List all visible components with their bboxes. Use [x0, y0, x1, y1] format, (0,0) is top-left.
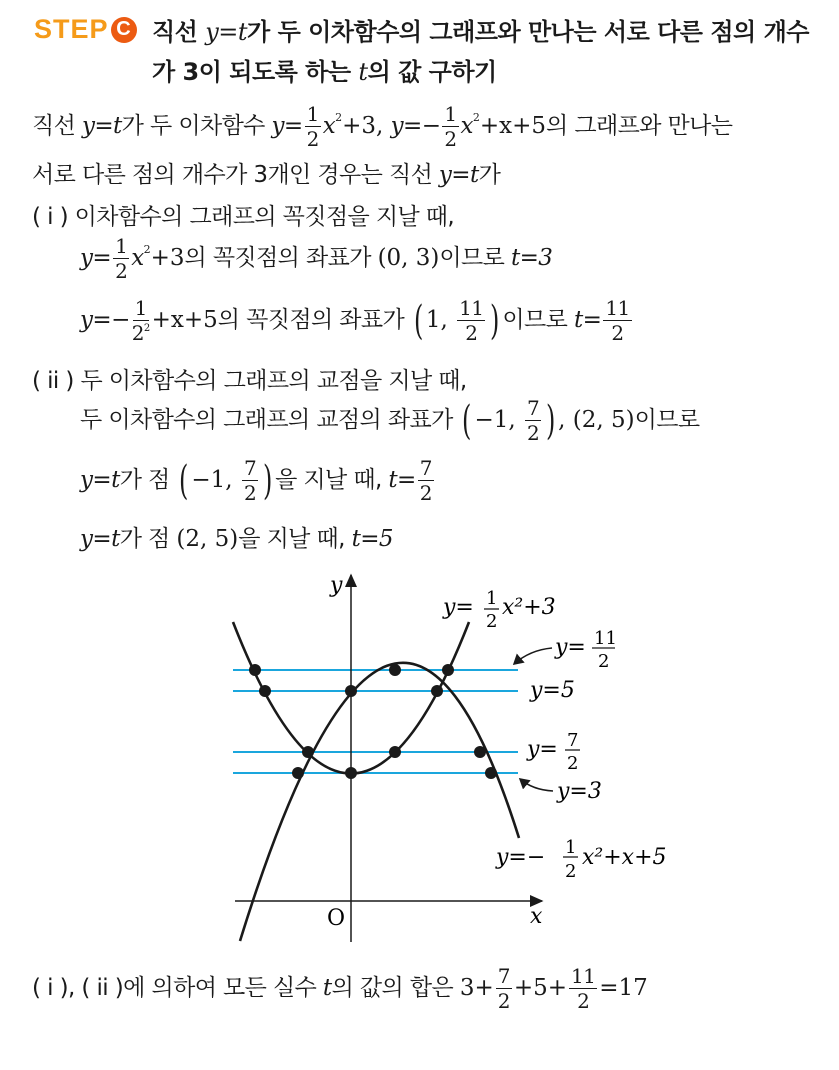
numerator: 1: [444, 102, 457, 126]
fraction: [496, 966, 512, 1011]
case2-heading: ( ii ) 두 이차함수의 그래프의 교점을 지날 때,: [32, 368, 467, 394]
arrow-to-line-11-2: [514, 648, 552, 664]
numerator: 1: [134, 296, 147, 320]
case1-heading: ( i ) 이차함수의 그래프의 꼭짓점을 지날 때,: [32, 204, 455, 230]
case1-row1: y= $\frac{1}{2}$ $x^2+3$의 꼭짓점의 좌표가 (0, 3)이므로 t=3: [80, 234, 553, 283]
math: x: [322, 113, 336, 139]
sum-result: =17: [599, 975, 648, 1001]
text: 이므로: [439, 245, 511, 271]
label-line-11-2-den: 2: [598, 651, 610, 672]
numerator: 7: [419, 456, 432, 480]
title-text: 가 3이 되도록 하는: [152, 58, 359, 86]
curve2-label-den: 2: [565, 861, 577, 882]
step-letter-circle: C: [111, 17, 137, 43]
case2-row1: 두 이차함수의 그래프의 교점의 좌표가 ( −1, $\frac{7}{2}$ ) , (2, 5)이므로: [80, 396, 700, 445]
conclusion: [32, 966, 648, 1011]
math: y=t: [80, 467, 120, 493]
curve1-label-post: x²+3: [502, 595, 556, 620]
math: y=: [271, 113, 303, 139]
label-line-7-2-num: 7: [567, 730, 579, 751]
curve2-label-num: 1: [565, 837, 577, 858]
denominator-exp: 2: [143, 323, 150, 334]
vertex-point: (0, 3): [377, 245, 440, 271]
math: 1,: [425, 307, 456, 333]
result: t=5: [351, 526, 393, 552]
math: x: [460, 113, 473, 139]
text: ( i ), ( ii )에 의하여 모든 실수: [32, 975, 323, 1001]
denominator: 2: [577, 989, 590, 1013]
denominator: 2: [527, 421, 540, 445]
curve2-label-pre: y=−: [496, 845, 546, 870]
title-text: 가 두 이차함수의 그래프와 만나는 서로 다른 점의 개수: [247, 18, 809, 46]
result: t=3: [510, 245, 553, 271]
label-line-11-2-pre: y=: [555, 635, 586, 660]
horizontal-lines: [233, 670, 518, 773]
text: 서로 다른 점의 개수가 3개인 경우는 직선: [32, 162, 439, 188]
intersection-points: [249, 664, 497, 779]
math: y=−: [390, 113, 441, 139]
text: 가 두 이차함수: [121, 113, 272, 139]
curve1-label-num: 1: [486, 588, 498, 609]
denominator: 2: [306, 127, 319, 151]
numerator: 11: [605, 296, 630, 320]
text: 두 이차함수의 그래프의 교점의 좌표가: [80, 407, 460, 433]
text: 가 점: [119, 526, 177, 552]
denominator: 2: [497, 989, 510, 1013]
math: y=t: [81, 113, 122, 139]
math: y=: [80, 245, 112, 271]
curve1-label-pre: y=: [443, 595, 474, 620]
text: 의 꼭짓점의 좌표가: [184, 245, 378, 271]
math: (2, 5): [176, 526, 239, 552]
fraction: [569, 966, 597, 1011]
numerator: 11: [459, 296, 484, 320]
label-line-11-2-num: 11: [594, 628, 617, 649]
numerator: 1: [306, 102, 319, 126]
numerator: 11: [571, 964, 596, 988]
denominator-base: 2: [131, 321, 144, 345]
math: , (2, 5): [558, 407, 635, 433]
curve-downward-parabola: [240, 663, 519, 941]
denominator: 2: [444, 127, 457, 151]
y-axis-label: y: [330, 573, 343, 598]
intro-line1: 직선 y=t가 두 이차함수 y= $\frac{1}{2}$ $x^2+3$, y=− $\frac{1}{2}$ $x^2+x+5$의 그래프와 만나는: [32, 102, 733, 151]
math: −1,: [191, 467, 240, 493]
math: +x+5: [479, 113, 547, 139]
case2-row2: y=t가 점 ( −1, $\frac{7}{2}$ ) 을 지날 때, t= $\frac{7}{2}$: [80, 456, 432, 505]
denominator: 2: [115, 259, 128, 283]
math: t=: [574, 307, 602, 333]
text: 이므로: [502, 307, 574, 333]
label-line-7-2-pre: y=: [527, 737, 558, 762]
label-line-7-2-den: 2: [567, 753, 579, 774]
math: y=−: [80, 307, 130, 333]
title-text: 직선: [152, 18, 206, 46]
text: 이므로: [634, 407, 700, 433]
math: +3: [150, 245, 185, 271]
math: x: [131, 245, 144, 271]
math: t: [322, 975, 332, 1001]
text: 의 값의 합은: [331, 975, 460, 1001]
text: 의 그래프와 만나는: [546, 113, 733, 139]
text: 직선: [32, 113, 82, 139]
title-math: t: [358, 58, 368, 86]
curve2-label-post: x²+x+5: [582, 845, 667, 870]
x-axis-label: x: [530, 904, 543, 929]
label-line-3: y=3: [557, 779, 602, 804]
numerator: 7: [497, 964, 510, 988]
title-text: 의 값 구하기: [367, 58, 497, 86]
title-math: y=t: [205, 18, 248, 46]
text: 을 지날 때,: [275, 467, 389, 493]
arrow-to-line-3: [520, 779, 553, 791]
curve1-label-den: 2: [486, 611, 498, 632]
denominator: 2: [419, 481, 432, 505]
denominator: 2: [465, 321, 478, 345]
step-label: STEP: [34, 14, 109, 44]
math: y=t: [438, 162, 479, 188]
text: 을 지날 때,: [238, 526, 352, 552]
denominator: 2: [611, 321, 624, 345]
math: 3+: [459, 975, 494, 1001]
math: +5+: [513, 975, 568, 1001]
math: t=: [388, 467, 416, 493]
origin-label: O: [327, 906, 346, 931]
numerator: 1: [115, 234, 128, 258]
case1-row2: y=− $\frac{1}{2^2}$ +x+5의 꼭짓점의 좌표가 ( 1, $\frac{11}{2}$ ) 이므로 t= $\frac{11}{2}$: [80, 296, 630, 345]
numerator: 7: [527, 396, 540, 420]
text: 가: [478, 162, 501, 188]
label-line-5: y=5: [530, 678, 575, 703]
math: −1,: [474, 407, 523, 433]
text: 가 점: [119, 467, 177, 493]
math: y=t: [80, 526, 120, 552]
denominator: 2: [243, 481, 257, 505]
text: 의 꼭짓점의 좌표가: [217, 307, 411, 333]
numerator: 7: [243, 456, 257, 480]
math: +3,: [342, 113, 391, 139]
math: +x+5: [151, 307, 218, 333]
